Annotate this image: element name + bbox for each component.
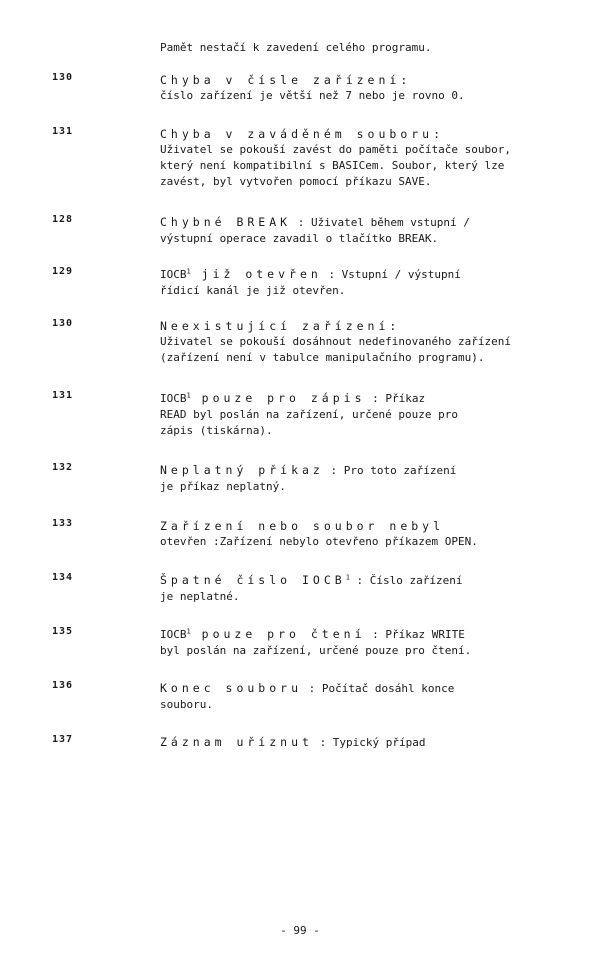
error-code: 129 bbox=[52, 266, 74, 277]
error-code: 135 bbox=[52, 626, 74, 637]
error-code: 136 bbox=[52, 680, 74, 691]
error-text-line: Uživatel se pokouší dosáhnout nedefinovaného zařízení bbox=[160, 335, 511, 348]
error-text-line: zápis (tiskárna). bbox=[160, 424, 273, 437]
error-code: 137 bbox=[52, 734, 74, 745]
error-title: pouze pro čtení bbox=[190, 627, 366, 641]
error-title: pouze pro zápis bbox=[190, 391, 366, 405]
error-text-line: řídicí kanál je již otevřen. bbox=[160, 284, 346, 297]
footnote-marker: 1 bbox=[186, 391, 191, 400]
error-text-line: otevřen :Zařízení nebylo otevřeno příkazem OPEN. bbox=[160, 535, 478, 548]
error-text-line: READ byl poslán na zařízení, určené pouze pro bbox=[160, 408, 459, 421]
error-title: již otevřen bbox=[190, 267, 322, 281]
error-description bbox=[160, 126, 580, 190]
error-title: Špatné číslo IOCB bbox=[160, 573, 346, 587]
error-description bbox=[160, 518, 580, 550]
error-text-line: byl poslán na zařízení, určené pouze pro čtení. bbox=[160, 644, 472, 657]
intro-line: Pamět nestačí k zavedení celého programu. bbox=[160, 41, 432, 54]
error-description bbox=[160, 214, 580, 247]
error-text-line: zavést, byl vytvořen pomocí příkazu SAVE. bbox=[160, 175, 432, 188]
error-title: Neexistující zařízení: bbox=[160, 319, 401, 333]
iocb-label: IOCB bbox=[160, 268, 187, 281]
error-title: Konec souboru bbox=[160, 681, 303, 695]
error-text-inline: : Uživatel během vstupní / bbox=[297, 216, 470, 229]
iocb-label: IOCB bbox=[160, 392, 187, 405]
error-title: Zařízení nebo soubor nebyl bbox=[160, 519, 445, 533]
error-description bbox=[160, 462, 580, 495]
error-code: 131 bbox=[52, 126, 74, 137]
error-description bbox=[160, 266, 580, 299]
error-title: Neplatný příkaz bbox=[160, 463, 324, 477]
error-description bbox=[160, 72, 580, 104]
error-text-inline: : Pro toto zařízení bbox=[330, 464, 457, 477]
error-text-line: který není kompatibilní s BASICem. Soubor, který lze bbox=[160, 159, 505, 172]
error-text-inline: : Typický případ bbox=[319, 736, 426, 749]
page-number: - 99 - bbox=[280, 924, 320, 937]
error-code: 128 bbox=[52, 214, 74, 225]
error-text-line: je neplatné. bbox=[160, 590, 240, 603]
error-text-inline: : Počítač dosáhl konce bbox=[308, 682, 455, 695]
error-text-line: výstupní operace zavadil o tlačítko BREAK. bbox=[160, 232, 439, 245]
error-description bbox=[160, 626, 580, 659]
error-text-line: (zařízení není v tabulce manipulačního programu). bbox=[160, 351, 485, 364]
error-code: 134 bbox=[52, 572, 74, 583]
error-description bbox=[160, 572, 580, 605]
iocb-label: IOCB bbox=[160, 628, 187, 641]
error-text-inline: : Vstupní / výstupní bbox=[328, 268, 461, 281]
error-code: 132 bbox=[52, 462, 74, 473]
error-text-line: číslo zařízení je větší než 7 nebo je rovno 0. bbox=[160, 89, 465, 102]
error-description bbox=[160, 734, 580, 751]
error-text-inline: : Příkaz bbox=[372, 392, 426, 405]
error-description bbox=[160, 680, 580, 713]
footnote-marker: 1 bbox=[186, 267, 191, 276]
error-text-line: Uživatel se pokouší zavést do paměti počítače soubor, bbox=[160, 143, 511, 156]
error-code: 131 bbox=[52, 390, 74, 401]
error-text-line: je příkaz neplatný. bbox=[160, 480, 286, 493]
error-title: Chybné BREAK bbox=[160, 215, 292, 229]
error-description bbox=[160, 318, 580, 366]
error-code: 130 bbox=[52, 318, 74, 329]
footnote-marker: 1 bbox=[186, 627, 191, 636]
error-code: 133 bbox=[52, 518, 74, 529]
error-title: Chyba v zaváděném souboru: bbox=[160, 127, 445, 141]
error-text-line: souboru. bbox=[160, 698, 213, 711]
error-text-inline: : Příkaz WRITE bbox=[372, 628, 465, 641]
error-title: Záznam uříznut bbox=[160, 735, 313, 749]
error-title: Chyba v čísle zařízení: bbox=[160, 73, 412, 87]
error-code: 130 bbox=[52, 72, 74, 83]
error-description bbox=[160, 390, 580, 439]
footnote-marker: 1 bbox=[345, 573, 350, 582]
error-text-inline: : Číslo zařízení bbox=[356, 574, 463, 587]
